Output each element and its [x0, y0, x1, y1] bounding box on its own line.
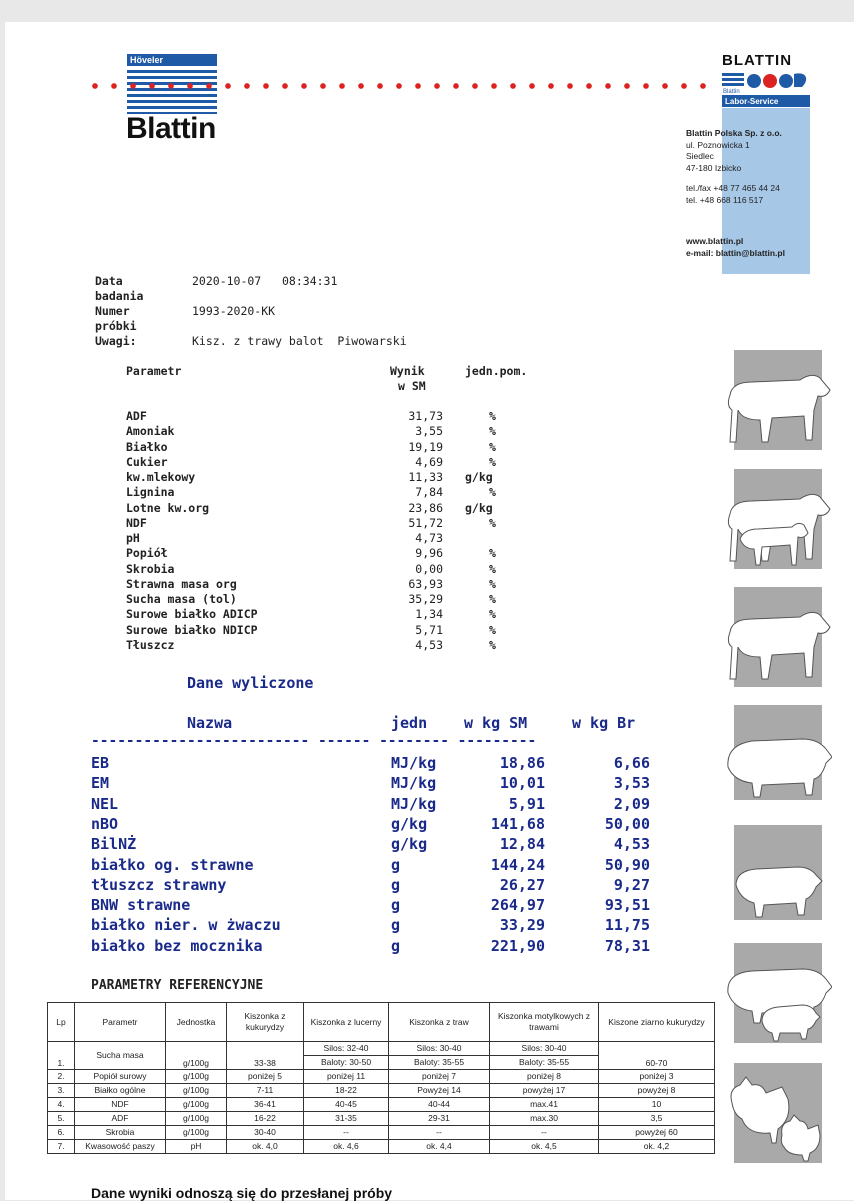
computed-unit: g	[391, 916, 401, 935]
param-value: 7,84	[415, 485, 443, 500]
computed-value-br: 3,53	[613, 774, 650, 793]
cow-illustration-2	[734, 587, 822, 687]
table-row	[0, 485, 600, 500]
result-col-header-2: w SM	[398, 379, 426, 393]
table-row	[0, 916, 700, 936]
param-name: Cukier	[126, 454, 168, 469]
param-value: 9,96	[415, 546, 443, 561]
table-row	[0, 455, 600, 470]
param-name: kw.mlekowy	[126, 470, 196, 484]
table-row	[0, 440, 600, 455]
pig-illustration-2	[734, 825, 822, 920]
param-unit: %	[489, 485, 496, 500]
ref-cell-grass: ok. 4,4	[389, 1140, 490, 1154]
number-value: 1993-2020-KK	[192, 304, 276, 318]
computed-value-sm: 5,91	[508, 794, 545, 813]
param-name: Surowe białko NDICP	[126, 622, 258, 637]
computed-value-sm: 18,86	[499, 754, 545, 772]
ref-cell-corn: 7-11	[227, 1084, 304, 1098]
table-row	[0, 592, 600, 607]
ref-cell-lp: 6.	[48, 1126, 75, 1140]
ref-cell-grass: poniżej 7	[389, 1070, 490, 1084]
param-value: 1,34	[415, 607, 443, 622]
param-value: 23,86	[408, 500, 443, 515]
ref-cell-corn: 16-22	[227, 1112, 304, 1126]
ref-header-unit: Jednostka	[166, 1003, 227, 1042]
computed-unit: g	[391, 936, 401, 955]
param-value: 19,19	[408, 439, 443, 454]
ref-lp: 1.	[48, 1042, 75, 1070]
param-unit: g/kg	[465, 500, 493, 515]
param-name: Popiół	[126, 546, 168, 561]
ref-unit: g/100g	[166, 1042, 227, 1070]
ref-cell-unit: g/100g	[166, 1084, 227, 1098]
ref-cell-unit: g/100g	[166, 1112, 227, 1126]
ref-cell-mixed: max.41	[490, 1098, 599, 1112]
number-label-2: próbki	[95, 319, 137, 333]
computed-unit: MJ/kg	[391, 774, 437, 793]
computed-name: nBO	[91, 814, 119, 833]
company-street: ul. Poznowicka 1	[686, 139, 750, 150]
computed-value-br: 11,75	[604, 916, 650, 935]
table-row	[0, 470, 600, 485]
table-row	[0, 623, 600, 638]
param-value: 51,72	[408, 515, 443, 530]
notes-value: Kisz. z trawy balot Piwowarski	[192, 334, 407, 348]
computed-unit: g	[391, 896, 401, 915]
table-row	[0, 896, 700, 916]
param-unit: %	[489, 515, 496, 530]
ref-cell-lucerne: 18-22	[304, 1084, 389, 1098]
computed-value-br: 6,66	[613, 754, 650, 772]
ref-cell-mixed: poniżej 8	[490, 1070, 599, 1084]
param-name: Amoniak	[126, 424, 175, 439]
param-unit: %	[489, 592, 496, 606]
ref-cell-grain: powyżej 8	[599, 1084, 715, 1098]
computed-col-name: Nazwa	[187, 714, 233, 732]
param-name: Skrobia	[126, 561, 175, 576]
table-row	[0, 937, 700, 957]
ref-cell-grain: poniżej 3	[599, 1070, 715, 1084]
param-unit: %	[489, 637, 496, 652]
param-unit: %	[489, 576, 496, 591]
ref-cell-mixed: --	[490, 1126, 599, 1140]
computed-value-sm: 33,29	[499, 916, 545, 935]
ref-cell-name: ADF	[75, 1112, 166, 1126]
ref-cell-lucerne: ok. 4,6	[304, 1140, 389, 1154]
company-tel: tel. +48 668 116 517	[686, 194, 764, 205]
table-row	[48, 1140, 715, 1154]
ref-cell-lp: 7.	[48, 1140, 75, 1154]
param-name: Białko	[126, 439, 168, 454]
red-dotted-line	[92, 82, 712, 90]
computed-name: białko og. strawne	[91, 855, 254, 874]
table-row	[0, 754, 700, 774]
param-unit: %	[489, 439, 496, 454]
ref-header-corn: Kiszonka z kukurydzy	[227, 1003, 304, 1042]
param-value: 0,00	[415, 561, 443, 576]
ref-cell-grass: 40-44	[389, 1098, 490, 1112]
company-www[interactable]: www.blattin.pl	[686, 236, 744, 246]
param-unit: %	[489, 607, 496, 622]
ref-cell-name: Skrobia	[75, 1126, 166, 1140]
ref-cell-lucerne: poniżej 11	[304, 1070, 389, 1084]
ref-cell-lucerne: 40-45	[304, 1098, 389, 1112]
table-row	[48, 1126, 715, 1140]
table-row	[0, 835, 700, 855]
computed-name: białko bez mocznika	[91, 936, 263, 955]
ref-cell-lp: 3.	[48, 1084, 75, 1098]
cow-illustration-1	[734, 350, 822, 450]
labor-service-logo	[722, 71, 810, 107]
computed-unit: MJ/kg	[391, 794, 437, 813]
param-value: 4,73	[415, 531, 443, 545]
param-name: pH	[126, 531, 140, 545]
param-unit: %	[489, 561, 496, 576]
computed-unit: g	[391, 855, 401, 874]
date-label-2: badania	[95, 289, 144, 303]
table-row	[48, 1070, 715, 1084]
computed-value-sm: 141,68	[490, 814, 545, 833]
ref-mixed-balot: Baloty: 35-55	[490, 1056, 599, 1070]
ref-header-grain: Kiszone ziarno kukurydzy	[599, 1003, 715, 1042]
company-town: Siedlec	[686, 151, 714, 161]
computed-value-sm: 26,27	[499, 875, 545, 894]
table-row	[0, 546, 600, 561]
computed-separator: ------------------------- ------ -------- ---------	[91, 733, 537, 749]
ref-cell-corn: ok. 4,0	[227, 1140, 304, 1154]
ref-cell-name: Białko ogólne	[75, 1084, 166, 1098]
param-unit: %	[489, 454, 496, 469]
ref-header-mixed: Kiszonka motylkowych z trawami	[490, 1003, 599, 1042]
blattin-logo-right: BLATTIN	[722, 52, 793, 69]
ref-cell-lp: 4.	[48, 1098, 75, 1112]
param-name: Surowe białko ADICP	[126, 607, 258, 622]
table-row	[0, 424, 600, 439]
param-unit: %	[489, 409, 496, 423]
table-row	[48, 1042, 715, 1056]
computed-title: Dane wyliczone	[187, 674, 314, 692]
ref-cell-unit: g/100g	[166, 1126, 227, 1140]
reference-title: PARAMETRY REFERENCYJNE	[91, 978, 264, 993]
computed-col-br: w kg Br	[572, 714, 636, 732]
computed-value-sm: 10,01	[499, 774, 545, 793]
ref-cell-lp: 2.	[48, 1070, 75, 1084]
param-name: Tłuszcz	[126, 637, 175, 652]
computed-name: tłuszcz strawny	[91, 875, 227, 894]
param-value: 3,55	[415, 424, 443, 439]
footer-note: Dane wyniki odnoszą się do przesłanej próby	[91, 1185, 393, 1201]
param-col-header: Parametr	[126, 364, 182, 378]
ref-cell-name: Kwasowość paszy	[75, 1140, 166, 1154]
pig-illustration-1	[734, 705, 822, 800]
ref-cell-unit: g/100g	[166, 1098, 227, 1112]
table-row	[0, 815, 700, 835]
param-name: Lotne kw.org	[126, 500, 210, 515]
param-unit: %	[489, 546, 496, 561]
computed-unit: g	[391, 875, 401, 894]
param-unit: g/kg	[465, 470, 493, 484]
result-col-header-1: Wynik	[390, 364, 425, 378]
param-name: Sucha masa (tol)	[126, 592, 237, 606]
computed-unit: g/kg	[391, 835, 428, 854]
table-row	[0, 531, 600, 546]
hoveler-stripes	[127, 70, 217, 114]
table-row	[0, 607, 600, 622]
ref-cell-grass: Powyżej 14	[389, 1084, 490, 1098]
company-telfax: tel./fax +48 77 465 44 24	[686, 183, 780, 193]
computed-value-br: 50,90	[604, 855, 650, 874]
date-label-1: Data	[95, 274, 123, 288]
table-row	[48, 1112, 715, 1126]
computed-value-br: 93,51	[604, 896, 650, 915]
param-value: 35,29	[408, 592, 443, 606]
param-name: Lignina	[126, 485, 175, 500]
computed-value-sm: 144,24	[490, 855, 545, 874]
table-row	[0, 501, 600, 516]
table-row	[0, 562, 600, 577]
param-unit: %	[489, 424, 496, 439]
number-label-1: Numer	[95, 304, 130, 318]
ref-cell-grain: ok. 4,2	[599, 1140, 715, 1154]
table-row	[0, 577, 600, 592]
cow-and-calf-illustration	[734, 469, 822, 569]
table-row	[0, 795, 700, 815]
notes-label: Uwagi:	[95, 334, 137, 348]
ref-cell-mixed: powyżej 17	[490, 1084, 599, 1098]
ref-cell-mixed: ok. 4,5	[490, 1140, 599, 1154]
labor-service-brand: Blattin	[723, 89, 740, 95]
ref-cell-corn: 36-41	[227, 1098, 304, 1112]
ref-cell-grain: 3,5	[599, 1112, 715, 1126]
param-unit: %	[489, 622, 496, 637]
table-row	[0, 516, 600, 531]
computed-value-sm: 264,97	[490, 896, 545, 915]
unit-col-header: jedn.pom.	[465, 364, 528, 378]
computed-name: EM	[91, 774, 110, 793]
param-name: Strawna masa org	[126, 576, 237, 591]
computed-name: EB	[91, 754, 110, 772]
ref-cell-lucerne: --	[304, 1126, 389, 1140]
ref-lucerne-silos: Silos: 32-40	[304, 1042, 389, 1056]
computed-unit: g/kg	[391, 814, 428, 833]
ref-cell-lucerne: 31-35	[304, 1112, 389, 1126]
param-value: 31,73	[408, 409, 443, 423]
ref-cell-unit: pH	[166, 1140, 227, 1154]
ref-grain: 60-70	[599, 1042, 715, 1070]
table-row	[0, 409, 600, 424]
ref-cell-corn: 30-40	[227, 1126, 304, 1140]
computed-value-br: 9,27	[613, 875, 650, 894]
param-name: NDF	[126, 515, 147, 530]
ref-lucerne-balot: Baloty: 30-50	[304, 1056, 389, 1070]
computed-name: NEL	[91, 794, 119, 813]
ref-cell-grain: 10	[599, 1098, 715, 1112]
computed-value-br: 78,31	[604, 936, 650, 955]
ref-cell-name: Popiół surowy	[75, 1070, 166, 1084]
ref-cell-unit: g/100g	[166, 1070, 227, 1084]
ref-cell-grain: powyżej 60	[599, 1126, 715, 1140]
computed-value-br: 50,00	[604, 814, 650, 833]
ref-header-param: Parametr	[75, 1003, 166, 1042]
ref-corn: 33-38	[227, 1042, 304, 1070]
table-row	[0, 638, 600, 653]
table-row	[0, 856, 700, 876]
table-row	[0, 876, 700, 896]
company-name: Blattin Polska Sp. z o.o.	[686, 128, 782, 138]
ref-cell-lp: 5.	[48, 1112, 75, 1126]
param-value: 4,53	[415, 637, 443, 652]
sow-and-piglet-illustration	[734, 943, 822, 1043]
param-value: 4,69	[415, 454, 443, 469]
hoveler-logo: Höveler	[127, 54, 217, 66]
computed-value-sm: 12,84	[499, 835, 545, 854]
computed-value-br: 4,53	[613, 835, 650, 854]
ref-param: Sucha masa	[75, 1042, 166, 1070]
param-value: 11,33	[408, 470, 443, 484]
ref-cell-grass: 29-31	[389, 1112, 490, 1126]
date-value: 2020-10-07 08:34:31	[192, 274, 338, 288]
company-postcode: 47-180 Izbicko	[686, 162, 742, 173]
reference-table	[47, 1002, 715, 1154]
poultry-illustration	[734, 1063, 822, 1163]
ref-cell-mixed: max.30	[490, 1112, 599, 1126]
ref-cell-name: NDF	[75, 1098, 166, 1112]
reference-header-row	[48, 1003, 715, 1042]
param-value: 5,71	[415, 622, 443, 637]
ref-cell-grass: --	[389, 1126, 490, 1140]
company-email[interactable]: e-mail: blattin@blattin.pl	[686, 247, 785, 258]
computed-name: BilNŻ	[91, 835, 137, 854]
ref-mixed-silos: Silos: 30-40	[490, 1042, 599, 1056]
labor-service-text: Labor-Service	[725, 97, 779, 106]
computed-name: białko nier. w żwaczu	[91, 916, 281, 935]
table-row	[0, 774, 700, 794]
blattin-logo-left: Blattin	[126, 112, 216, 145]
ref-grass-silos: Silos: 30-40	[389, 1042, 490, 1056]
table-row	[48, 1084, 715, 1098]
computed-unit: MJ/kg	[391, 754, 437, 772]
computed-col-sm: w kg SM	[464, 714, 528, 732]
ref-header-lp: Lp	[48, 1003, 75, 1042]
ref-header-grass: Kiszonka z traw	[389, 1003, 490, 1042]
computed-name: BNW strawne	[91, 896, 191, 915]
computed-value-sm: 221,90	[490, 936, 545, 955]
company-contact	[686, 128, 785, 259]
param-name: ADF	[126, 409, 147, 423]
computed-col-unit: jedn	[391, 714, 428, 732]
table-row	[48, 1098, 715, 1112]
ref-cell-corn: poniżej 5	[227, 1070, 304, 1084]
ref-grass-balot: Baloty: 35-55	[389, 1056, 490, 1070]
ref-header-lucerne: Kiszonka z lucerny	[304, 1003, 389, 1042]
computed-value-br: 2,09	[613, 794, 650, 813]
param-value: 63,93	[408, 576, 443, 591]
